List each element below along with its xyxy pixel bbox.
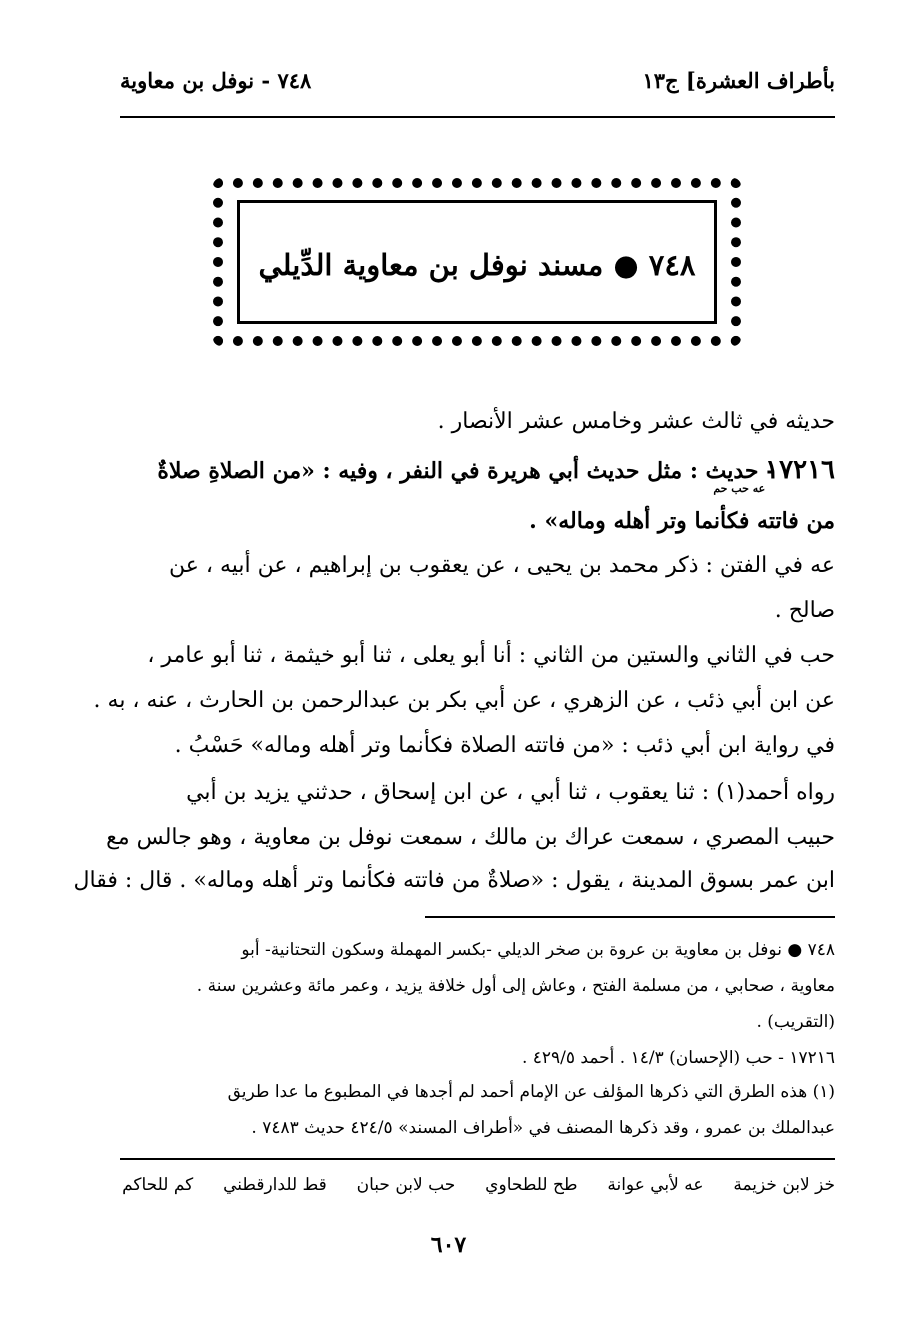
footnote-line: ٧٤٨ ● نوفل بن معاوية بن عروة بن صخر الديلي -بكسر المهملة وسكون التحتانية- أبو [241,940,835,960]
header-rule [120,116,835,118]
running-header-right: بأطراف العشرة] ج١٣ [642,68,835,93]
footnote-line: (التقريب) . [756,1012,835,1032]
footnote-rule [425,916,835,918]
page-number: ٦٠٧ [430,1232,467,1258]
body-line: صالح . [774,598,835,623]
footnote-line: ١٧٢١٦ - حب (الإحسان) ١٤/٣ . أحمد ٤٢٩/٥ . [521,1048,835,1068]
abbreviations-key [122,1175,835,1195]
running-header-left: ٧٤٨ - نوفل بن معاوية [120,68,312,93]
body-line: ابن عمر بسوق المدينة ، يقول : «صلاةٌ من فاتته فكأنما وتر أهله وماله» . قال : فقال [73,868,835,893]
body-line: رواه أحمد(١) : ثنا يعقوب ، ثنا أبي ، عن ابن إسحاق ، حدثني يزيد بن أبي [186,780,835,805]
abbreviation-item: قط للدارقطني [223,1175,327,1195]
hadith-heading-line [122,455,835,495]
abbreviation-item: كم للحاكم [122,1175,194,1195]
abbreviation-item: خز لابن خزيمة [733,1175,835,1195]
body-line: حب في الثاني والستين من الثاني : أنا أبو يعلى ، ثنا أبو خيثمة ، ثنا أبو عامر ، [147,643,835,668]
body-line: حبيب المصري ، سمعت عراك بن مالك ، سمعت نوفل بن معاوية ، وهو جالس مع [106,825,835,850]
body-line: في رواية ابن أبي ذئب : «من فاتته الصلاة فكأنما وتر أهله وماله» حَسْبُ . [174,733,835,758]
footnote-line: معاوية ، صحابي ، من مسلمة الفتح ، وعاش إلى أول خلافة يزيد ، وعمر مائة وعشرين سنة . [196,976,835,996]
body-line: حديثه في ثالث عشر وخامس عشر الأنصار . [437,409,835,434]
footnote-line: عبدالملك بن عمرو ، وقد ذكرها المصنف في «أطراف المسند» ٤٢٤/٥ حديث ٧٤٨٣ . [251,1118,835,1138]
abbreviation-item: عه لأبي عوانة [607,1175,704,1195]
hadith-sources: عه حب حم [713,482,766,495]
footnote-line: (١) هذه الطرق التي ذكرها المؤلف عن الإمام أحمد لم أجدها في المطبوع ما عدا طريق [227,1082,835,1102]
body-line: عن ابن أبي ذئب ، عن الزهري ، عن أبي بكر بن عبدالرحمن بن الحارث ، عنه ، به . [93,688,835,713]
section-banner [213,178,741,346]
body-line: من فاتته فكأنما وتر أهله وماله» . [529,508,835,534]
body-line: عه في الفتن : ذكر محمد بن يحيى ، عن يعقوب بن إبراهيم ، عن أبيه ، عن [168,553,835,578]
section-title: ٧٤٨ ● مسند نوفل بن معاوية الدِّيلي [258,248,696,282]
abbreviation-item: حب لابن حبان [356,1175,456,1195]
abbreviation-item: طح للطحاوي [485,1175,578,1195]
hadith-text: - حديث : مثل حديث أبي هريرة في النفر ، وفيه : «من الصلاةِ صلاةٌ [157,458,776,484]
abbreviations-rule [120,1158,835,1160]
hadith-number: ١٧٢١٦ [765,455,835,485]
